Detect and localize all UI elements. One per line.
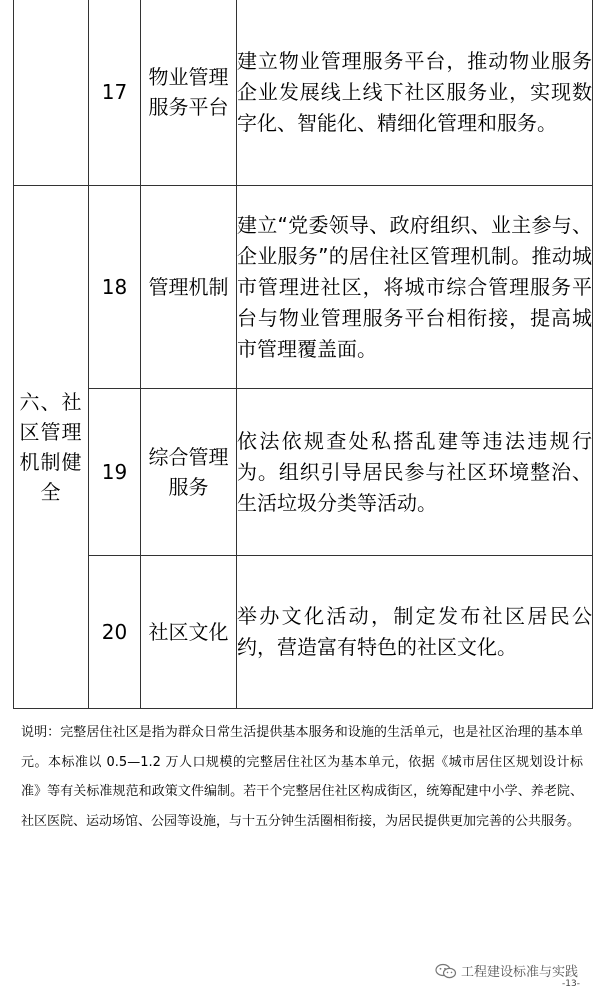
item-description: 举办文化活动，制定发布社区居民公约，营造富有特色的社区文化。: [237, 556, 593, 709]
item-name: 物业管理服务平台: [141, 0, 237, 186]
item-name: 社区文化: [141, 556, 237, 709]
source-watermark: [435, 961, 578, 980]
wechat-icon: [435, 963, 457, 979]
item-description: 建立“党委领导、政府组织、业主参与、企业服务”的居住社区管理机制。推动城市管理进社区，将城市综合管理服务平台与物业管理服务平台相衔接，提高城市管理覆盖面。: [237, 186, 593, 389]
row-number: 17: [89, 0, 141, 186]
item-description: 建立物业管理服务平台，推动物业服务企业发展线上线下社区服务业，实现数字化、智能化、精细化管理和服务。: [237, 0, 593, 186]
table-row: [14, 556, 593, 709]
row-number: 18: [89, 186, 141, 389]
table-row: [14, 186, 593, 389]
source-name: 工程建设标准与实践: [460, 965, 578, 980]
item-name: 管理机制: [141, 186, 237, 389]
category-cell-top: [14, 0, 89, 186]
page-number: -13-: [562, 979, 580, 989]
item-description: 依法依规查处私搭乱建等违法违规行为。组织引导居民参与社区环境整治、生活垃圾分类等活动。: [237, 389, 593, 556]
item-name: 综合管理服务: [141, 389, 237, 556]
standards-table: [13, 0, 593, 709]
row-number: 20: [89, 556, 141, 709]
table-row: [14, 389, 593, 556]
table-row: [14, 0, 593, 186]
category-cell: 六、社区管理机制健全: [14, 186, 89, 709]
explanatory-note: 说明：完整居住社区是指为群众日常生活提供基本服务和设施的生活单元，也是社区治理的基本单元。本标准以 0.5—1.2 万人口规模的完整居住社区为基本单元，依据《城市居住区规划设计标准》等有关标准规范和政策文件编制。若干个完整居住社区构成街区，统筹配建中小学、养老院、社区医院、运动场馆、公园等设施，与十五分钟生活圈相衔接，为居民提供更加完善的公共服务。: [21, 725, 583, 829]
row-number: 19: [89, 389, 141, 556]
